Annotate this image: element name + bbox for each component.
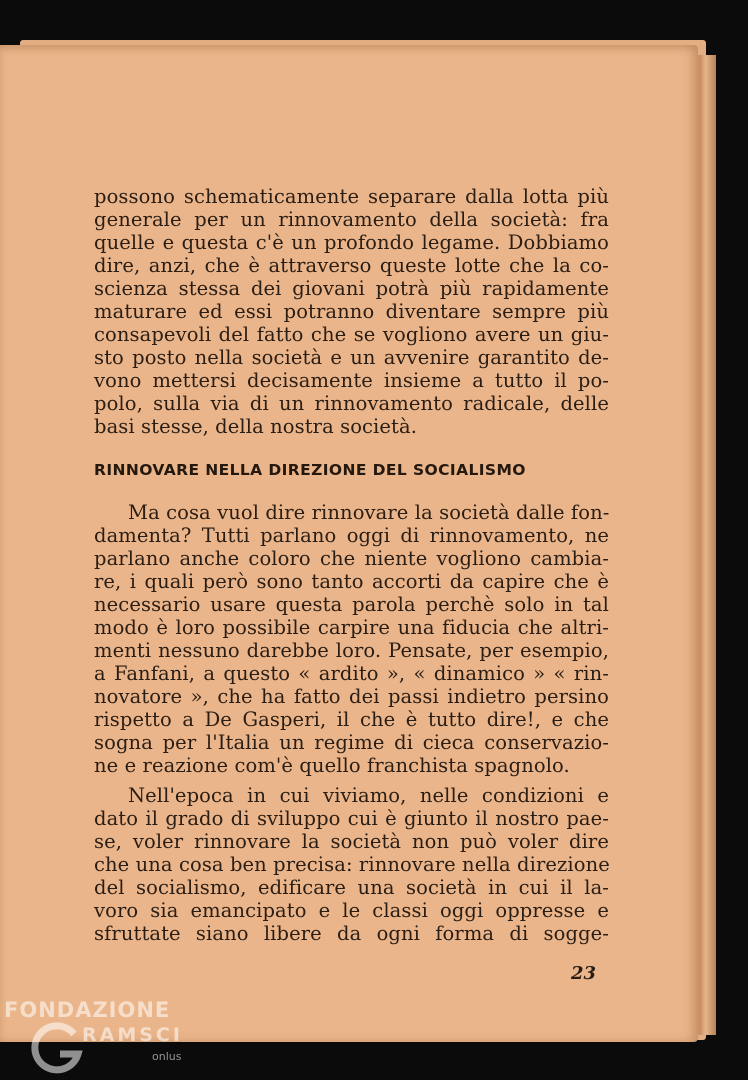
text-line: dire, anzi, che è attraverso queste lotte che la co- (94, 254, 609, 277)
text-line: Nell'epoca in cui viviamo, nelle condizioni e (128, 784, 609, 807)
text-line: polo, sulla via di un rinnovamento radicale, delle (94, 392, 609, 415)
text-line: possono schematicamente separare dalla lotta più (94, 185, 609, 208)
fondazione-logo-icon (30, 1020, 86, 1076)
text-line: se, voler rinnovare la società non può voler dire (94, 830, 609, 853)
paragraph-3 (94, 784, 609, 945)
text-line: ne e reazione com'è quello franchista spagnolo. (94, 754, 570, 777)
text-line: che una cosa ben precisa: rinnovare nella direzione (94, 853, 610, 876)
watermark-line-1: FONDAZIONE (4, 998, 171, 1022)
text-line: sogna per l'Italia un regime di cieca conservazio- (94, 731, 609, 754)
section-heading: RINNOVARE NELLA DIREZIONE DEL SOCIALISMO (94, 461, 526, 479)
text-line: vono mettersi decisamente insieme a tutto il po- (94, 369, 609, 392)
watermark-line-3: onlus (152, 1050, 182, 1063)
page-number: 23 (571, 963, 597, 984)
text-line: necessario usare questa parola perchè solo in tal (94, 593, 609, 616)
text-line: voro sia emancipato e le classi oggi oppresse e (94, 899, 609, 922)
text-line: parlano anche coloro che niente vogliono cambia- (94, 547, 609, 570)
paragraph-2 (94, 501, 609, 777)
text-line: rispetto a De Gasperi, il che è tutto dire!, e che (94, 708, 609, 731)
text-line: sto posto nella società e un avvenire garantito de- (94, 346, 609, 369)
text-line: menti nessuno darebbe loro. Pensate, per esempio, (94, 639, 609, 662)
text-line: re, i quali però sono tanto accorti da capire che è (94, 570, 609, 593)
text-line: del socialismo, edificare una società in cui il la- (94, 876, 609, 899)
text-line: generale per un rinnovamento della società: fra (94, 208, 609, 231)
text-line: sfruttate siano libere da ogni forma di sogge- (94, 922, 609, 945)
watermark-line-2: RAMSCI (82, 1024, 183, 1046)
text-line: modo è loro possibile carpire una fiducia che altri- (94, 616, 609, 639)
book-page (0, 45, 698, 1042)
text-line: consapevoli del fatto che se vogliono avere un giu- (94, 323, 609, 346)
text-line: basi stesse, della nostra società. (94, 415, 417, 438)
watermark (4, 998, 204, 1078)
text-line: quelle e questa c'è un profondo legame. Dobbiamo (94, 231, 609, 254)
text-line: novatore », che ha fatto dei passi indietro persino (94, 685, 609, 708)
text-line: Ma cosa vuol dire rinnovare la società dalle fon- (128, 501, 610, 524)
text-line: a Fanfani, a questo « ardito », « dinamico » « rin- (94, 662, 609, 685)
text-line: damenta? Tutti parlano oggi di rinnovamento, ne (94, 524, 609, 547)
text-line: dato il grado di sviluppo cui è giunto il nostro pae- (94, 807, 609, 830)
text-line: scienza stessa dei giovani potrà più rapidamente (94, 277, 609, 300)
paragraph-1 (94, 185, 609, 438)
text-line: maturare ed essi potranno diventare sempre più (94, 300, 609, 323)
